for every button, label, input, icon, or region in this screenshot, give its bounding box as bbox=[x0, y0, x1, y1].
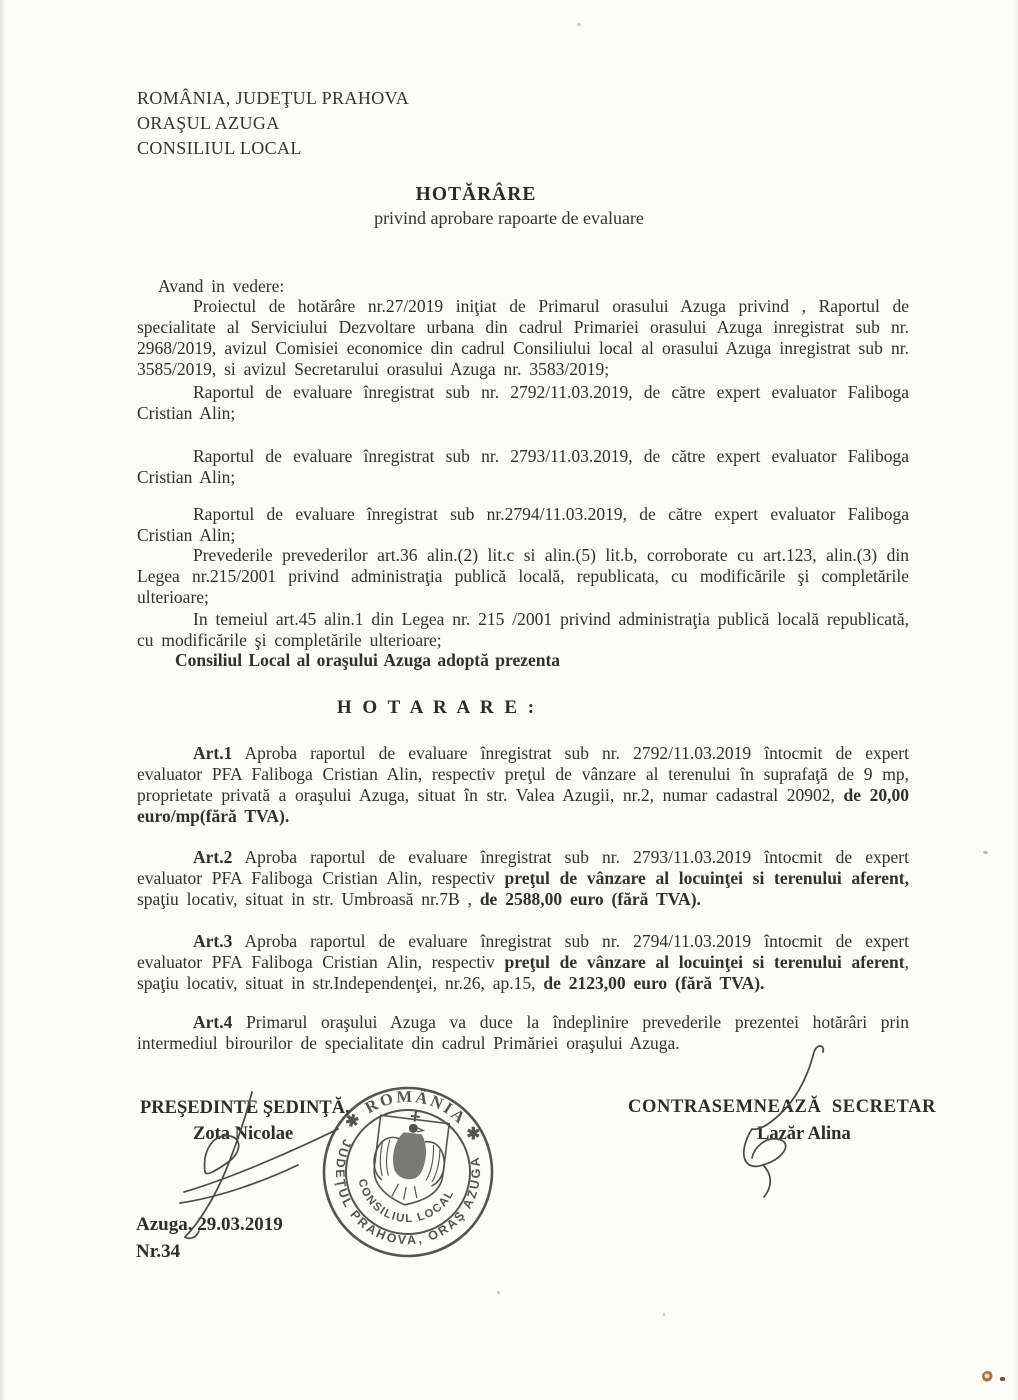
stamp-council-text: CONSILIUL LOCAL bbox=[355, 1177, 457, 1226]
crown-cross bbox=[410, 1111, 420, 1122]
coat-of-arms-eagle bbox=[369, 1107, 450, 1209]
eagle-body bbox=[391, 1131, 429, 1181]
preamble-paragraph-2: Raportul de evaluare înregistrat sub nr. 2792/11.03.2019, de către expert evaluator Faliboga Cristian Alin; bbox=[137, 382, 909, 423]
letterhead bbox=[137, 86, 409, 161]
president-signature-title: PREŞEDINTE ŞEDINŢĂ, bbox=[140, 1098, 350, 1118]
preamble-paragraph-1: Proiectul de hotărâre nr.27/2019 iniţiat de Primarul orasului Azuga privind , Raportul de specialitate al Serviciului Dezvoltare urbana din cadrul Primariei orasului Azuga inregistrat sub nr. 2968/2019, avizul Comisiei economice din cadrul Consiliului local al orasului Azuga inregistrat sub nr. 3585/2019, si avizul Secretarului orasului Azuga nr. 3583/2019; bbox=[137, 296, 909, 379]
president-signature-name: Zota Nicolae bbox=[193, 1124, 294, 1144]
adoption-line: Consiliul Local al oraşului Azuga adoptă prezenta bbox=[175, 650, 561, 670]
scan-speck-brown bbox=[982, 1371, 993, 1382]
eagle-left-wing-feathers bbox=[378, 1139, 393, 1177]
secretary-signature-title: CONTRASEMNEAZĂ SECRETAR bbox=[628, 1097, 937, 1117]
scan-speck-right-margin bbox=[983, 851, 988, 854]
decision-heading: H O T A R A R E : bbox=[336, 697, 538, 718]
scan-speck-blue-2 bbox=[663, 1313, 665, 1316]
document-subtitle: privind aprobare rapoarte de evaluare bbox=[374, 208, 644, 228]
letterhead-town: ORAŞUL AZUGA bbox=[137, 113, 280, 133]
preamble-intro: Avand in vedere: bbox=[158, 276, 285, 296]
decision-number: Nr.34 bbox=[136, 1241, 181, 1262]
preamble-paragraph-5: Prevederile prevederilor art.36 alin.(2) lit.c si alin.(5) lit.b, corroborate cu art.123, alin.(3) din Legea nr.215/2001 privind administraţia publică locală, republicata, cu modificările şi completările ulterioare; bbox=[137, 545, 909, 607]
scan-speck-top bbox=[577, 23, 581, 26]
eagle-tail bbox=[392, 1183, 419, 1201]
preamble-paragraph-3: Raportul de evaluare înregistrat sub nr. 2793/11.03.2019, de către expert evaluator Faliboga Cristian Alin; bbox=[137, 446, 909, 487]
stamp-country-text: ✱ ROMÂNIA ✱ bbox=[340, 1086, 486, 1147]
signature-right bbox=[744, 1046, 824, 1197]
preamble-paragraph-4: Raportul de evaluare înregistrat sub nr.2794/11.03.2019, de către expert evaluator Faliboga Cristian Alin; bbox=[137, 504, 909, 545]
stamp-county-town-text: JUDEŢUL PRAHOVA, ORAŞ AZUGA bbox=[332, 1137, 483, 1248]
shield-outline bbox=[370, 1115, 449, 1209]
stamp-inner-circle bbox=[339, 1103, 477, 1241]
scan-speck-blue-1 bbox=[497, 1291, 500, 1294]
scan-speck-dark bbox=[1000, 1377, 1005, 1381]
article-1: Art.1 Aproba raportul de evaluare înregistrat sub nr. 2792/11.03.2019 întocmit de expert evaluator PFA Faliboga Cristian Alin, respectiv preţul de vânzare al terenului în suprafaţă de 9 mp, proprietate privată a oraşului Azuga, situat în str. Valea Azugii, nr.2, numar cadastral 20902, de 20,00 euro/mp(fără TVA). bbox=[137, 743, 909, 826]
eagle-beak bbox=[417, 1128, 423, 1133]
article-3: Art.3 Aproba raportul de evaluare înregistrat sub nr. 2794/11.03.2019 întocmit de expert evaluator PFA Faliboga Cristian Alin, respectiv preţul de vânzare al locuinţei si terenului aferent, spaţiu locativ, situat in str.Independenţei, nr.26, ap.15, de 2123,00 euro (fără TVA). bbox=[137, 931, 909, 993]
eagle-right-wing-feathers bbox=[426, 1145, 441, 1183]
eagle-left-wing bbox=[372, 1135, 399, 1181]
eagle-right-wing bbox=[420, 1141, 447, 1187]
letterhead-country-county: ROMÂNIA, JUDEŢUL PRAHOVA bbox=[137, 88, 410, 108]
preamble-paragraph-6: In temeiul art.45 alin.1 din Legea nr. 215 /2001 privind administraţia publică locală republicată, cu modificările şi completările ulterioare; bbox=[137, 609, 909, 650]
eagle-head bbox=[408, 1123, 418, 1133]
document-title: HOTĂRÂRE bbox=[415, 184, 537, 205]
letterhead-council: CONSILIUL LOCAL bbox=[137, 138, 302, 158]
place-and-date: Azuga, 29.03.2019 bbox=[136, 1214, 283, 1235]
secretary-signature-name: Lazăr Alina bbox=[757, 1124, 851, 1144]
article-4: Art.4 Primarul oraşului Azuga va duce la îndeplinire prevederile prezentei hotărâri prin intermediul birourilor de specialitate din cadrul Primăriei oraşului Azuga. bbox=[137, 1012, 909, 1053]
article-2: Art.2 Aproba raportul de evaluare înregistrat sub nr. 2793/11.03.2019 întocmit de expert evaluator PFA Faliboga Cristian Alin, respectiv preţul de vânzare al locuinţei si terenului aferent, spaţiu locativ, situat in str. Umbroasă nr.7B , de 2588,00 euro (fără TVA). bbox=[137, 847, 909, 909]
